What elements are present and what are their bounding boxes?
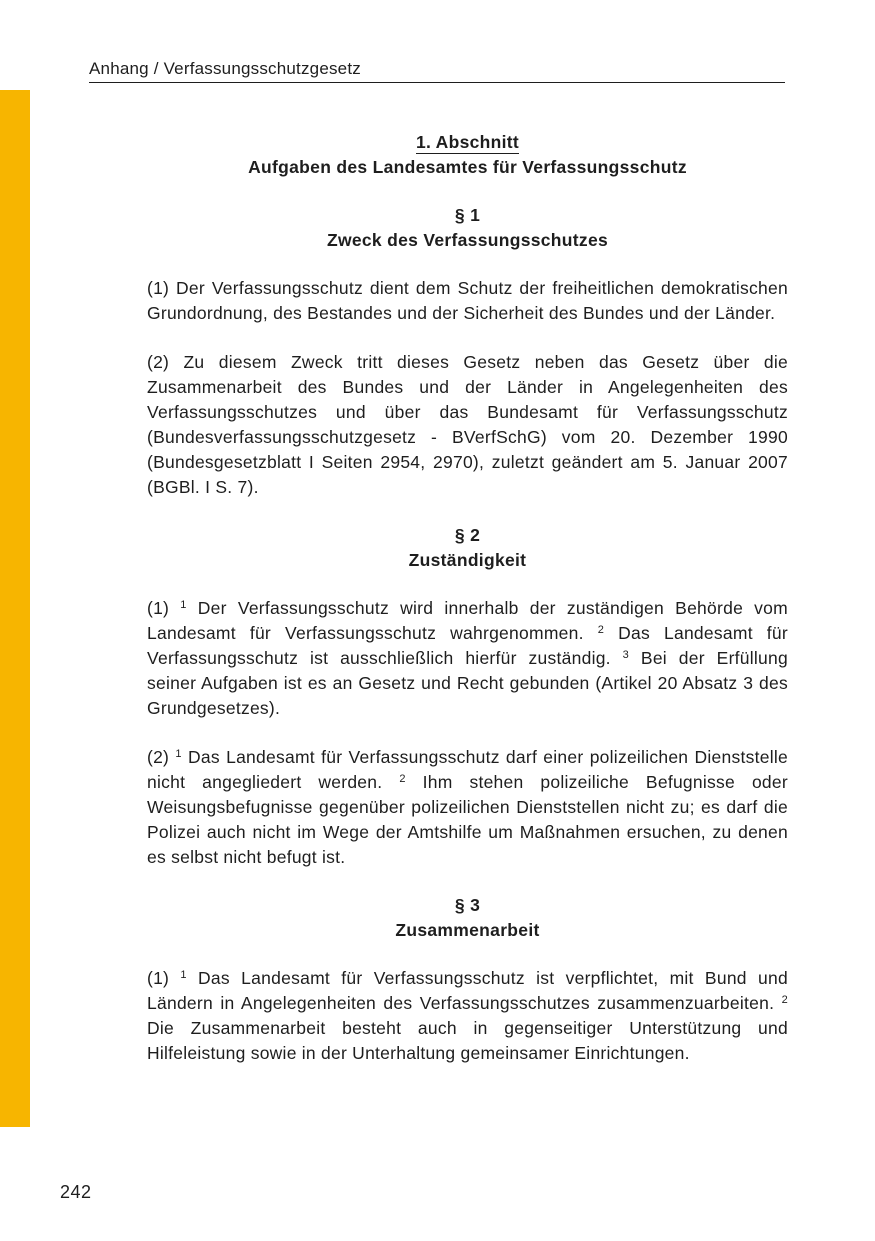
sentence: Ihm stehen polizeiliche Befugnisse oder Weisungsbefugnisse gegenüber polizeilichen Dienststellen nicht zu; es darf die Polizei auch nicht im Wege der Amtshilfe um Maßnahmen ersuchen, zu denen es selbst nicht befugt ist. <box>147 772 788 867</box>
subsection-1-2 <box>147 350 788 500</box>
section-heading <box>147 130 788 180</box>
page-number: 242 <box>60 1182 92 1202</box>
paragraph-number: § 2 <box>454 525 481 545</box>
sentence: Die Zusammenarbeit besteht auch in gegenseitiger Unterstützung und Hilfeleistung sowie in der Unterhaltung gemeinsamer Einrichtungen. <box>147 1018 788 1063</box>
subsection-3-1 <box>147 966 788 1066</box>
subsection-label: (1) <box>147 598 170 618</box>
paragraph-heading-3 <box>147 893 788 943</box>
section-number: 1. Abschnitt <box>415 132 520 152</box>
sentence-marker: 3 <box>622 649 630 661</box>
sentence-marker: 1 <box>175 748 182 760</box>
sentence: Zu diesem Zweck tritt dieses Gesetz neben das Gesetz über die Zusammenarbeit des Bundes und der Länder in Angelegenheiten des Verfassungsschutzes und über das Bundesamt für Verfassungsschutz (Bundesverfassungsschutzgesetz - BVerfSchG) vom 20. Dezember 1990 (Bundesgesetzblatt I Seiten 2954, 2970), zuletzt geändert am 5. Januar 2007 (BGBl. I S. 7). <box>147 352 788 497</box>
paragraph-heading-2 <box>147 523 788 573</box>
sentence-marker: 1 <box>180 599 187 611</box>
sentence: Das Landesamt für Verfassungsschutz ist ausschließlich hierfür zuständig. <box>147 623 788 668</box>
running-header: Anhang / Verfassungsschutzgesetz <box>89 58 785 83</box>
sentence-marker: 1 <box>180 969 187 981</box>
chapter-color-bar <box>0 90 30 1127</box>
subsection-1-1 <box>147 276 788 326</box>
sentence: Das Landesamt für Verfassungsschutz darf einer polizeilichen Dienststelle nicht angegliedert werden. <box>147 747 788 792</box>
sentence: Bei der Erfüllung seiner Aufgaben ist es an Gesetz und Recht gebunden (Artikel 20 Absatz 3 des Grundgesetzes). <box>147 648 788 718</box>
paragraph-heading-1 <box>147 203 788 253</box>
subsection-label: (2) <box>147 352 170 372</box>
sentence: Der Verfassungsschutz dient dem Schutz der freiheitlichen demokratischen Grundordnung, des Bestandes und der Sicherheit des Bundes und der Länder. <box>147 278 788 323</box>
paragraph-number: § 3 <box>454 895 481 915</box>
sentence-marker: 2 <box>781 994 788 1006</box>
sentence: Der Verfassungsschutz wird innerhalb der zuständigen Behörde vom Landesamt für Verfassungsschutz wahrgenommen. <box>147 598 788 643</box>
subsection-label: (1) <box>147 278 170 298</box>
subsection-label: (1) <box>147 968 170 988</box>
sentence: Das Landesamt für Verfassungsschutz ist verpflichtet, mit Bund und Ländern in Angelegenheiten des Verfassungsschutzes zusammenzuarbeiten. <box>147 968 788 1013</box>
sentence-marker: 2 <box>597 624 605 636</box>
paragraph-title: Zuständigkeit <box>408 550 527 570</box>
sentence-marker: 2 <box>399 773 406 785</box>
paragraph-title: Zweck des Verfassungsschutzes <box>326 230 609 250</box>
section-title: Aufgaben des Landesamtes für Verfassungsschutz <box>248 157 687 177</box>
subsection-2-1 <box>147 596 788 721</box>
paragraph-number: § 1 <box>454 205 481 225</box>
page-content <box>147 130 788 1066</box>
paragraph-title: Zusammenarbeit <box>395 920 540 940</box>
subsection-2-2 <box>147 745 788 870</box>
subsection-label: (2) <box>147 747 170 767</box>
